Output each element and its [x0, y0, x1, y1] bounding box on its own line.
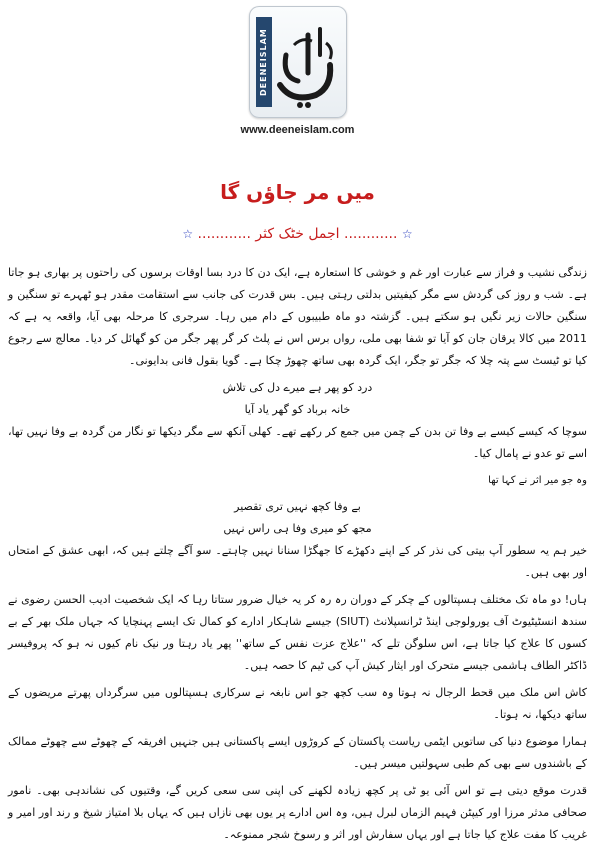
poem-2-line-1: بے وفا کچھ نہیں تری تقصیر [234, 500, 361, 513]
byline-dots-right: ............ [344, 226, 398, 242]
paragraph-2: سوچا کہ کیسے کیسے بے وفا تن بدن کے چمن میں جمع کر رکھے تھے۔ کھلی آنکھ سے مگر دیکھا تو نگار من گردہ بے وفا نہیں تھا، اسے تو عدو نے پامال کیا۔ [8, 425, 587, 460]
site-url[interactable]: www.deeneislam.com [240, 124, 355, 136]
article-title: میں مر جاؤں گا [220, 180, 375, 204]
article-body [8, 262, 587, 851]
poem-1-line-2: خانہ برباد کو گھر یاد آیا [244, 403, 351, 416]
paragraph-4: ہاں! دو ماہ تک مختلف ہسپتالوں کے چکر کے دوران رہ رہ کر یہ خیال ضرور ستاتا رہا کہ ایک شخصیت ادیب الحسن رضوی نے سندھ انسٹیٹیوٹ آف یورولوجی اینڈ ٹرانسپلانٹ (SIUT) جیسے شاہکار ادارے کو کمال تک ایسے پہنچایا کہ جہاں ملک بھر کے بے کسوں کا علاج کیا جاتا ہے، اس سلوگن تلے کہ ''علاج عزت نفس کے ساتھ'' پھر یاد رہتا ور نیک نام کیوں نہ ہو کہ پروفیسر ڈاکٹر الطاف ہاشمی جیسے متحرک اور ایثار کیش آپ کی ٹیم کا حصہ ہیں۔ [8, 593, 587, 672]
author-name: اجمل خٹک کثر [255, 226, 340, 242]
star-left-icon: ☆ [182, 227, 194, 241]
site-logo[interactable] [249, 6, 347, 118]
poem-2-line-2: مجھ کو میری وفا ہی راس نہیں [223, 522, 372, 535]
paragraph-3: خیر ہم یہ سطور آپ بیتی کی نذر کر کے اپنے دکھڑے کا جھگڑا سنانا نہیں چاہتے۔ سو آگے چلتے ہیں کہ، ابھی عشق کے امتحاں اور بھی ہیں۔ [8, 544, 587, 579]
article-byline [0, 226, 595, 242]
star-right-icon: ☆ [401, 227, 413, 241]
byline-dots-left: ............ [197, 226, 251, 242]
logo-calligraphy-icon [272, 15, 342, 111]
logo-side-label: DEENEISLAM [256, 17, 272, 107]
paragraph-1: زندگی نشیب و فراز سے عبارت اور غم و خوشی کا استعارہ ہے، ایک دن کا درد بسا اوقات برسوں کی راحتوں پر بھاری ہو جاتا ہے۔ شب و روز کی گردش سے مگر کیفیتیں بدلتی رہتی ہیں۔ بس قدرت کی جانب سے استقامت مقدر ہو ٹھہرے تو سنگین و سنگین حالات زیر نگیں ہو سکتے ہیں۔ گزشتہ دو ماہ طبیبوں کے دام میں رہا۔ سرجری کا مرحلہ بھی آیا، واقعہ یہ ہے کہ 2011 میں کالا یرقان جان کو آیا تو شفا بھی ملی، رواں برس اس نے پلٹ کر گر پھر جگر من کو گھائل کر دیا۔ معالج سے رجوع کیا تو ٹیسٹ سے پتہ چلا کہ جگر تو جگر، ایک گردہ بھی ساتھ چھوڑ چکا ہے۔ گویا بقول فانی بدایونی۔ [8, 266, 587, 367]
paragraph-6: ہمارا موضوع دنیا کی ساتویں ایٹمی ریاست پاکستان کے کروڑوں ایسے پاکستانی ہیں جنہیں افریقہ کے چھوٹے سے چھوٹے ممالک کے باشندوں سے بھی کم طبی سہولتیں میسر ہیں۔ [8, 735, 587, 770]
paragraph-5: کاش اس ملک میں قحط الرجال نہ ہوتا وہ سب کچھ جو اس نابغہ نے سرکاری ہسپتالوں میں سرگرداں پھرتے مریضوں کے ساتھ دیکھا، نہ ہوتا۔ [8, 686, 587, 721]
poem-1-line-1: درد کو پھر ہے میرے دل کی تلاش [222, 381, 373, 394]
site-logo-area [0, 6, 595, 136]
poem-intro-note: وہ جو میر اثر نے کہا تھا [488, 475, 587, 486]
paragraph-7: قدرت موقع دیتی ہے تو اس آئی یو ٹی پر کچھ زیادہ لکھنے کی اپنی سی سعی کریں گے، وقتیوں کی نشاندہی بھی۔ نامور صحافی مدثر مرزا اور کیپٹن فہیم الزماں لبرل ہیں، وہ اس ادارے پر یوں بھی نازاں ہیں کہ یہاں بلا امتیاز شیخ و رند اور امیر و غریب کا مفت علاج کیا جاتا ہے اور یہاں سفارش اور اثر و رسوخ شجر ممنوعہ۔ [8, 784, 587, 841]
